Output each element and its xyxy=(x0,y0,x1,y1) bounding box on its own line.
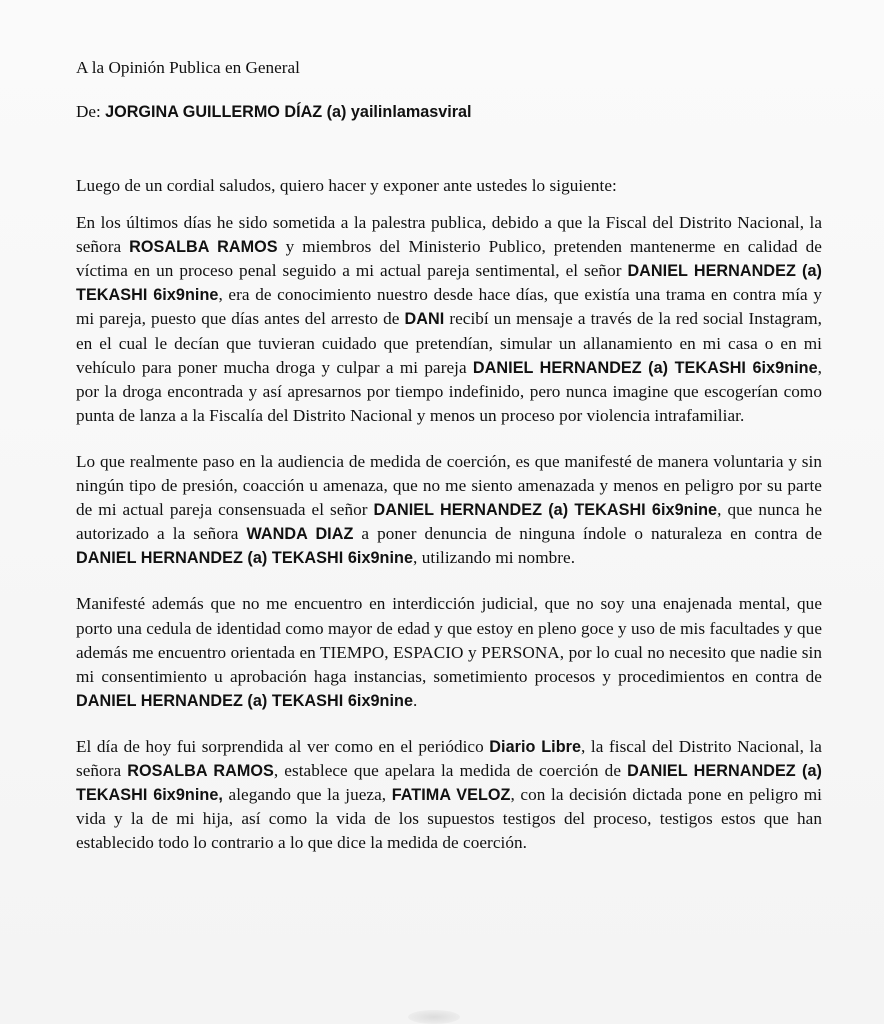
p4-name-rosalba: ROSALBA RAMOS xyxy=(127,761,274,780)
p4-name-daniel: DANIEL HERNANDEZ (a) TEKASHI 6ix9nine, xyxy=(76,761,822,805)
p2-text-2: , que nunca he autorizado a la señora xyxy=(76,500,822,544)
p3-text-2: . xyxy=(413,690,418,710)
p1-name-daniel-2: DANIEL HERNANDEZ (a) TEKASHI 6ix9nine xyxy=(472,358,818,377)
greeting-paragraph: Luego de un cordial saludos, quiero hacer y exponer ante ustedes lo siguiente: xyxy=(76,176,617,195)
p4-name-fatima: FATIMA VELOZ xyxy=(391,786,511,805)
p1-name-rosalba: ROSALBA RAMOS xyxy=(129,238,278,257)
p2-text-3: a poner denuncia de ninguna índole o naturaleza en contra de xyxy=(353,524,823,544)
p1-name-dani: DANI xyxy=(404,310,445,329)
p2-text-1: Lo que realmente paso en la audiencia de medida de coerción, es que manifesté de manera voluntaria y sin ningún tipo de presión, coacción u amenaza, que no me siento amenazada y menos en peligro por su parte de mi actual pareja consensuada el señor xyxy=(76,451,822,520)
paragraph-1 xyxy=(76,211,822,428)
p1-text-3: , era de conocimiento nuestro desde hace días, que existía una trama en contra mía y mi pareja, puesto que días antes del arresto de xyxy=(76,285,822,329)
p4-text-5: , con la decisión dictada pone en peligro mi vida y la de mi hija, así como la vida de los supuestos testigos del proceso, testigos estos que han establecido todo lo contrario a lo que dice la medida de coerción. xyxy=(76,785,822,853)
p4-text-2: , la fiscal del Distrito Nacional, la señora xyxy=(76,736,822,780)
p4-text-4: alegando que la jueza, xyxy=(222,785,392,805)
p4-text-1: El día de hoy fui sorprendida al ver como en el periódico xyxy=(76,736,490,756)
sender-name: JORGINA GUILLERMO DÍAZ (a) yailinlamasviral xyxy=(105,103,472,121)
p3-text-1: Manifesté además que no me encuentro en interdicción judicial, que no soy una enajenada mental, que porto una cedula de identidad como mayor de edad y que estoy en pleno goce y uso de mis facultades y que además me encuentro orientada en TIEMPO, ESPACIO y PERSONA, por lo cual no necesito que nadie sin mi consentimiento u aprobación haga instancias, sometimiento procesos y procedimientos en contra de xyxy=(76,594,822,686)
sender-label: De: xyxy=(76,102,101,121)
p2-text-4: , utilizando mi nombre. xyxy=(413,548,576,568)
p1-name-daniel-1: DANIEL HERNANDEZ (a) TEKASHI 6ix9nine xyxy=(76,262,822,305)
p1-text-2: y miembros del Ministerio Publico, pretenden mantenerme en calidad de víctima en un proceso penal seguido a mi actual pareja sentimental, el señor xyxy=(76,237,822,281)
p2-name-daniel-1: DANIEL HERNANDEZ (a) TEKASHI 6ix9nine xyxy=(373,501,718,520)
paragraph-4 xyxy=(76,735,822,855)
p4-newspaper-name: Diario Libre xyxy=(489,737,582,756)
paper-smudge xyxy=(408,1010,460,1024)
p2-name-daniel-2: DANIEL HERNANDEZ (a) TEKASHI 6ix9nine xyxy=(76,549,414,568)
p1-text-5: , por la droga encontrada y así apresarnos por tiempo indefinido, pero nunca imagine que escogerían como punta de lanza a la Fiscalía del Distrito Nacional y menos un proceso por violencia intrafamiliar. xyxy=(76,357,822,425)
p4-text-3: , establece que apelara la medida de coerción de xyxy=(273,760,628,780)
p2-name-wanda: WANDA DIAZ xyxy=(246,525,354,544)
p1-text-1: En los últimos días he sido sometida a la palestra publica, debido a que la Fiscal del Distrito Nacional, la señora xyxy=(76,213,822,257)
p3-name-daniel: DANIEL HERNANDEZ (a) TEKASHI 6ix9nine xyxy=(76,691,414,710)
paragraph-3 xyxy=(76,592,822,712)
addressee-line: A la Opinión Publica en General xyxy=(76,58,300,77)
sender-line xyxy=(76,100,822,124)
p1-text-4: recibí un mensaje a través de la red social Instagram, en el cual le decían que tuvieran cuidado que pretendían, simular un allanamiento en mi casa o en mi vehículo para poner mucha droga y culpar a mi pareja xyxy=(76,309,822,377)
paragraph-2 xyxy=(76,450,822,570)
